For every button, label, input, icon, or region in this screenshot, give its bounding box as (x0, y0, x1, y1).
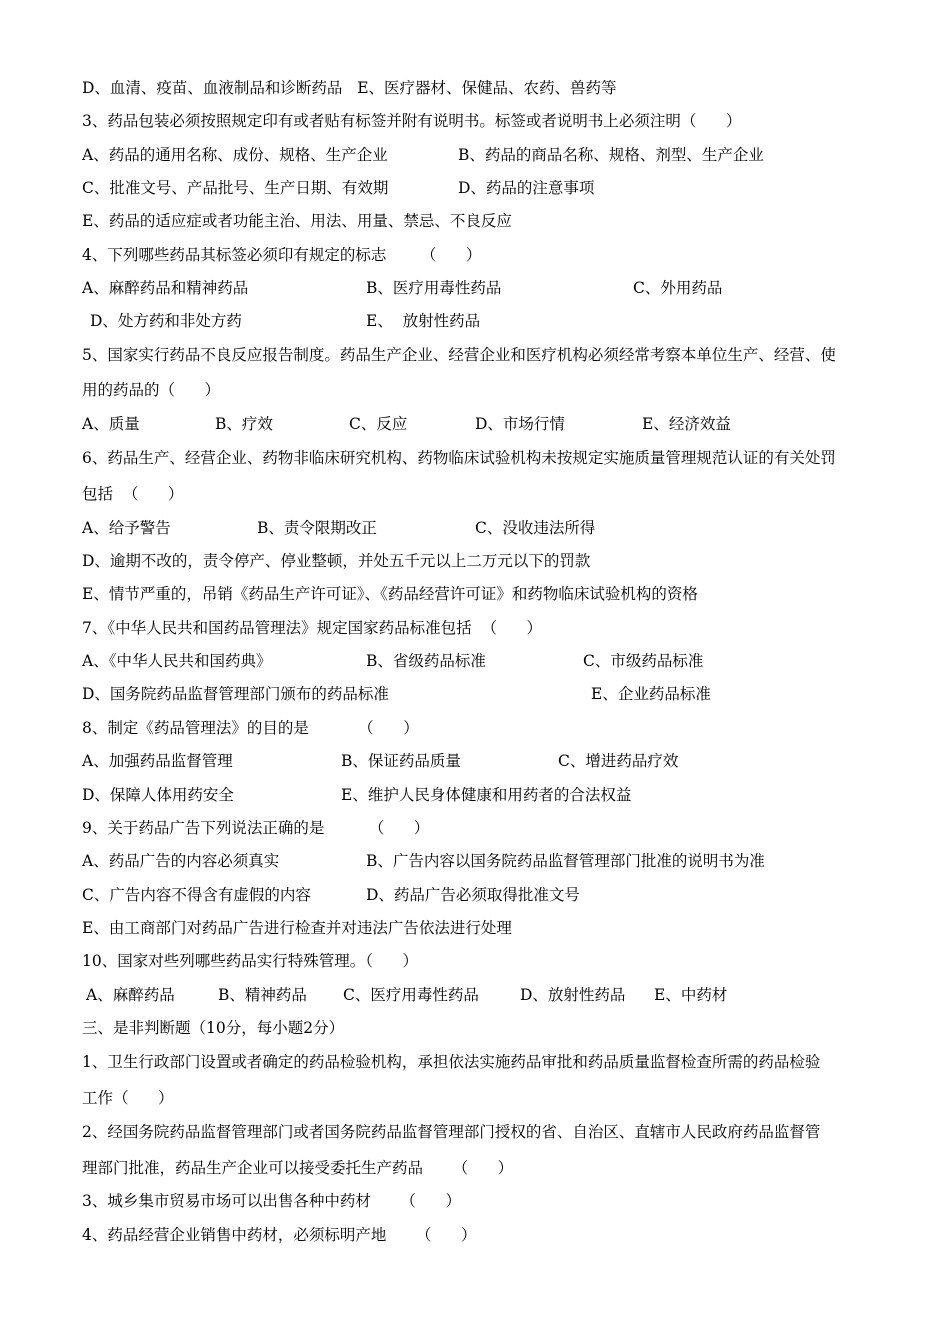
option: C、市级药品标准 (583, 652, 704, 670)
option-line: E、由工商部门对药品广告进行检查并对违法广告依法进行处理 (82, 919, 512, 937)
option: D、市场行情 (475, 415, 565, 433)
option: A、质量 (82, 415, 140, 433)
question-line: 4、药品经营企业销售中药材，必须标明产地 （ ） (82, 1226, 477, 1244)
option: E、中药材 (654, 986, 728, 1004)
option: A、给予警告 (82, 519, 171, 537)
option: E、企业药品标准 (591, 685, 711, 703)
question-line: 用的药品的（ ） (82, 381, 221, 399)
section-heading: 三、是非判断题（10分，每小题2分） (82, 1019, 345, 1037)
option: D、放射性药品 (520, 986, 626, 1004)
option: C、反应 (349, 415, 408, 433)
question-line: 10、国家对些列哪些药品实行特殊管理。（ ） (82, 952, 419, 970)
option-line: E、情节严重的，吊销《药品生产许可证》、《药品经营许可证》和药物临床试验机构的资格 (82, 585, 698, 603)
question-line: 1、卫生行政部门设置或者确定的药品检验机构，承担依法实施药品审批和药品质量监督检查所需的药品检验 (82, 1053, 821, 1071)
question-line: 理部门批准，药品生产企业可以接受委托生产药品 （ ） (82, 1159, 514, 1177)
option: D、药品广告必须取得批准文号 (366, 886, 580, 904)
option: A、药品广告的内容必须真实 (82, 852, 280, 870)
question-line: 3、城乡集市贸易市场可以出售各种中药材 （ ） (82, 1192, 461, 1210)
option: C、医疗用毒性药品 (343, 986, 479, 1004)
option: E、维护人民身体健康和用药者的合法权益 (341, 786, 632, 804)
question-line: 工作（ ） (82, 1089, 174, 1107)
question-line: 2、经国务院药品监督管理部门或者国务院药品监督管理部门授权的省、自治区、直辖市人民政府药品监督管 (82, 1123, 821, 1141)
question-line: 6、药品生产、经营企业、药物非临床研究机构、药物临床试验机构未按规定实施质量管理规范认证的有关处罚 (82, 449, 836, 467)
option: D、处方药和非处方药 (90, 312, 242, 330)
option: B、疗效 (215, 415, 273, 433)
option: C、批准文号、产品批号、生产日期、有效期 (82, 179, 389, 197)
option: D、国务院药品监督管理部门颁布的药品标准 (82, 685, 389, 703)
option: C、没收违法所得 (475, 519, 596, 537)
question-line: 5、国家实行药品不良反应报告制度。药品生产企业、经营企业和医疗机构必须经常考察本单位生产、经营、使 (82, 346, 836, 364)
option: B、精神药品 (218, 986, 307, 1004)
option: E、经济效益 (642, 415, 731, 433)
question-line: 9、关于药品广告下列说法正确的是 （ ） (82, 819, 430, 837)
option: A、药品的通用名称、成份、规格、生产企业 (82, 146, 388, 164)
option: B、广告内容以国务院药品监督管理部门批准的说明书为准 (366, 852, 765, 870)
question-line: 包括 （ ） (82, 485, 184, 503)
question-line: 3、药品包装必须按照规定印有或者贴有标签并附有说明书。标签或者说明书上必须注明（ ） (82, 112, 742, 130)
question-line: 7、《中华人民共和国药品管理法》规定国家药品标准包括 （ ） (82, 619, 543, 637)
option: C、外用药品 (633, 279, 723, 297)
option: D、保障人体用药安全 (82, 786, 234, 804)
option: C、广告内容不得含有虚假的内容 (82, 886, 311, 904)
option: B、药品的商品名称、规格、剂型、生产企业 (458, 146, 764, 164)
option: B、保证药品质量 (341, 752, 461, 770)
option: A、麻醉药品和精神药品 (82, 279, 249, 297)
option: C、增进药品疗效 (558, 752, 679, 770)
question-line: D、血清、疫苗、血液制品和诊断药品 E、医疗器材、保健品、农药、兽药等 (82, 79, 617, 97)
option: B、医疗用毒性药品 (366, 279, 502, 297)
option: B、省级药品标准 (366, 652, 486, 670)
option-line: D、逾期不改的，责令停产、停业整顿，并处五千元以上二万元以下的罚款 (82, 552, 591, 570)
question-line: 4、下列哪些药品其标签必须印有规定的标志 （ ） (82, 246, 482, 264)
option: A、加强药品监督管理 (82, 752, 233, 770)
option: A、《中华人民共和国药典》 (82, 652, 272, 670)
option-line: E、药品的适应症或者功能主治、用法、用量、禁忌、不良反应 (82, 212, 512, 230)
option: E、 放射性药品 (366, 312, 481, 330)
option: D、药品的注意事项 (458, 179, 595, 197)
question-line: 8、制定《药品管理法》的目的是 （ ） (82, 719, 419, 737)
option: B、责令限期改正 (257, 519, 377, 537)
option: A、麻醉药品 (86, 986, 175, 1004)
